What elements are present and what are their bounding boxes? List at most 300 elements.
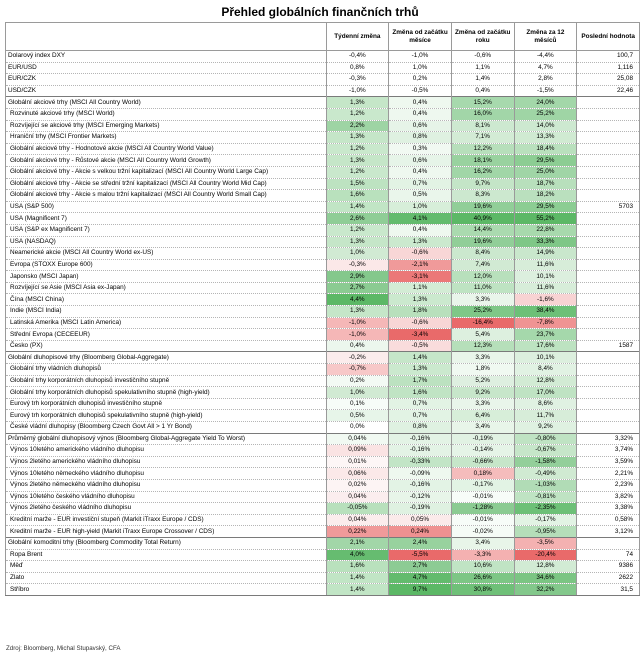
cell-year-to-date: 26,6% (451, 572, 514, 584)
cell-last-value: 9386 (577, 561, 640, 573)
cell-month-to-date: 0,7% (389, 178, 452, 190)
row-label: Čína (MSCI China) (6, 294, 327, 306)
cell-12-month-change: -1,03% (514, 479, 577, 491)
cell-12-month-change: 17,6% (514, 340, 577, 352)
row-label: Globální akciové trhy - Růstové akcie (MSCI All Country World Growth) (6, 155, 327, 167)
header-year-to-date: Změna od začátku roku (451, 23, 514, 51)
cell-weekly-change: 2,9% (326, 271, 389, 283)
table-row (6, 526, 640, 538)
cell-year-to-date: 40,9% (451, 213, 514, 225)
cell-last-value (577, 132, 640, 144)
cell-weekly-change: 2,2% (326, 120, 389, 132)
cell-month-to-date: -0,33% (389, 456, 452, 468)
cell-year-to-date: 19,6% (451, 201, 514, 213)
cell-12-month-change: 14,0% (514, 120, 577, 132)
cell-12-month-change: 23,7% (514, 329, 577, 341)
cell-12-month-change: 17,0% (514, 387, 577, 399)
cell-last-value: 74 (577, 549, 640, 561)
row-label: USA (S&P ex Magnificent 7) (6, 224, 327, 236)
cell-weekly-change: -0,3% (326, 259, 389, 271)
cell-weekly-change: 1,2% (326, 166, 389, 178)
cell-year-to-date: 3,4% (451, 537, 514, 549)
cell-year-to-date: -3,3% (451, 549, 514, 561)
cell-12-month-change: -20,4% (514, 549, 577, 561)
cell-month-to-date: -0,16% (389, 445, 452, 457)
cell-weekly-change: 4,0% (326, 549, 389, 561)
row-label: Indie (MSCI India) (6, 306, 327, 318)
cell-12-month-change: -2,35% (514, 503, 577, 515)
table-row (6, 97, 640, 109)
row-label: USA (Magnificent 7) (6, 213, 327, 225)
table-row (6, 155, 640, 167)
cell-month-to-date: 0,5% (389, 190, 452, 202)
table-row (6, 387, 640, 399)
cell-year-to-date: -0,01% (451, 491, 514, 503)
table-row (6, 259, 640, 271)
table-row (6, 352, 640, 364)
cell-last-value (577, 329, 640, 341)
cell-weekly-change: 1,3% (326, 97, 389, 109)
table-row (6, 445, 640, 457)
cell-weekly-change: 0,06% (326, 468, 389, 480)
cell-month-to-date: 0,4% (389, 166, 452, 178)
table-row (6, 190, 640, 202)
cell-year-to-date: 30,8% (451, 584, 514, 596)
cell-12-month-change: -1,58% (514, 456, 577, 468)
page-title: Přehled globálních finančních trhů (221, 5, 419, 19)
cell-12-month-change: 12,8% (514, 375, 577, 387)
cell-last-value (577, 120, 640, 132)
cell-12-month-change: 24,0% (514, 97, 577, 109)
row-label: Výnos 10letého amerického vládního dluhopisu (6, 445, 327, 457)
cell-weekly-change: 0,0% (326, 422, 389, 434)
cell-year-to-date: 0,4% (451, 85, 514, 97)
cell-year-to-date: -0,17% (451, 479, 514, 491)
table-row (6, 51, 640, 63)
table-row (6, 213, 640, 225)
cell-12-month-change: 2,8% (514, 74, 577, 86)
cell-weekly-change: 1,4% (326, 584, 389, 596)
cell-year-to-date: -16,4% (451, 317, 514, 329)
row-label: Globální akciové trhy - Akcie se střední tržní kapitalizací (MSCI All Country World Mid Cap) (6, 178, 327, 190)
cell-12-month-change: -4,4% (514, 51, 577, 63)
table-row (6, 503, 640, 515)
cell-year-to-date: 1,4% (451, 74, 514, 86)
cell-year-to-date: -0,14% (451, 445, 514, 457)
cell-12-month-change: 55,2% (514, 213, 577, 225)
row-label: Výnos 10letého českého vládního dluhopisu (6, 491, 327, 503)
row-label: České vládní dluhopisy (Bloomberg Czech Govt All > 1 Yr Bond) (6, 422, 327, 434)
cell-last-value: 31,5 (577, 584, 640, 596)
cell-12-month-change: 33,3% (514, 236, 577, 248)
cell-last-value (577, 248, 640, 260)
row-label: Globální komoditní trhy (Bloomberg Commodity Total Return) (6, 537, 327, 549)
cell-12-month-change: 18,4% (514, 143, 577, 155)
cell-year-to-date: 12,2% (451, 143, 514, 155)
row-label: Rozvíjející se Asie (MSCI Asia ex-Japan) (6, 282, 327, 294)
cell-last-value (577, 108, 640, 120)
cell-month-to-date: 0,7% (389, 398, 452, 410)
cell-weekly-change: -0,7% (326, 364, 389, 376)
cell-last-value: 3,12% (577, 526, 640, 538)
cell-last-value: 5703 (577, 201, 640, 213)
cell-last-value (577, 317, 640, 329)
cell-month-to-date: 4,7% (389, 572, 452, 584)
cell-12-month-change: 9,2% (514, 422, 577, 434)
cell-12-month-change: -1,5% (514, 85, 577, 97)
table-row (6, 479, 640, 491)
cell-last-value: 3,82% (577, 491, 640, 503)
cell-12-month-change: 25,2% (514, 108, 577, 120)
cell-year-to-date: -0,19% (451, 433, 514, 445)
row-label: Výnos 10letého německého vládního dluhopisu (6, 468, 327, 480)
cell-year-to-date: 14,4% (451, 224, 514, 236)
row-label: Globální trhy korporátních dluhopisů spekulativního stupně (high-yield) (6, 387, 327, 399)
cell-12-month-change: 10,1% (514, 352, 577, 364)
cell-weekly-change: -1,0% (326, 85, 389, 97)
cell-weekly-change: 0,1% (326, 398, 389, 410)
cell-last-value: 25,08 (577, 74, 640, 86)
cell-last-value (577, 387, 640, 399)
cell-last-value (577, 364, 640, 376)
cell-month-to-date: 0,6% (389, 155, 452, 167)
cell-12-month-change: 34,6% (514, 572, 577, 584)
cell-weekly-change: 0,22% (326, 526, 389, 538)
cell-weekly-change: 1,4% (326, 572, 389, 584)
cell-month-to-date: -0,6% (389, 317, 452, 329)
cell-month-to-date: -1,0% (389, 51, 452, 63)
cell-12-month-change: 8,6% (514, 398, 577, 410)
cell-month-to-date: 1,4% (389, 352, 452, 364)
cell-year-to-date: 3,3% (451, 398, 514, 410)
cell-12-month-change: 18,2% (514, 190, 577, 202)
table-row (6, 398, 640, 410)
row-label: Kreditní marže - EUR investiční stupeň (Markit iTraxx Europe / CDS) (6, 514, 327, 526)
table-row (6, 572, 640, 584)
cell-last-value (577, 236, 640, 248)
cell-12-month-change: 13,3% (514, 132, 577, 144)
cell-month-to-date: 0,8% (389, 132, 452, 144)
table-row (6, 201, 640, 213)
cell-month-to-date: 2,7% (389, 561, 452, 573)
table-row (6, 143, 640, 155)
cell-month-to-date: -0,5% (389, 85, 452, 97)
table-row (6, 561, 640, 573)
table-row (6, 178, 640, 190)
cell-year-to-date: 7,4% (451, 259, 514, 271)
cell-weekly-change: 1,2% (326, 143, 389, 155)
cell-weekly-change: 1,6% (326, 561, 389, 573)
table-header-row (6, 23, 640, 51)
cell-year-to-date: 5,2% (451, 375, 514, 387)
source-note: Zdroj: Bloomberg, Michal Stupavský, CFA (6, 645, 121, 652)
cell-month-to-date: 1,1% (389, 282, 452, 294)
cell-month-to-date: -2,1% (389, 259, 452, 271)
header-last-value: Poslední hodnota (577, 23, 640, 51)
cell-weekly-change: 0,04% (326, 433, 389, 445)
cell-last-value (577, 178, 640, 190)
cell-12-month-change: 25,0% (514, 166, 577, 178)
cell-12-month-change: -0,49% (514, 468, 577, 480)
cell-12-month-change: 10,1% (514, 271, 577, 283)
cell-last-value (577, 166, 640, 178)
cell-year-to-date: 8,4% (451, 248, 514, 260)
row-label: Ropa Brent (6, 549, 327, 561)
cell-month-to-date: 0,4% (389, 97, 452, 109)
cell-last-value: 3,74% (577, 445, 640, 457)
cell-weekly-change: 1,5% (326, 178, 389, 190)
table-row (6, 224, 640, 236)
cell-weekly-change: -1,0% (326, 317, 389, 329)
cell-12-month-change: 11,6% (514, 282, 577, 294)
cell-month-to-date: 0,6% (389, 120, 452, 132)
row-label: Výnos 2letého amerického vládního dluhopisu (6, 456, 327, 468)
cell-last-value (577, 224, 640, 236)
cell-year-to-date: -0,02% (451, 526, 514, 538)
cell-year-to-date: 7,1% (451, 132, 514, 144)
cell-last-value (577, 155, 640, 167)
cell-year-to-date: 3,4% (451, 422, 514, 434)
cell-year-to-date: -0,01% (451, 514, 514, 526)
cell-last-value (577, 271, 640, 283)
cell-month-to-date: -0,5% (389, 340, 452, 352)
cell-year-to-date: 0,18% (451, 468, 514, 480)
row-label: Kreditní marže - EUR high-yield (Markit iTraxx Europe Crossover / CDS) (6, 526, 327, 538)
cell-year-to-date: 5,4% (451, 329, 514, 341)
cell-last-value: 22,46 (577, 85, 640, 97)
row-label: USA (NASDAQ) (6, 236, 327, 248)
cell-last-value (577, 375, 640, 387)
cell-year-to-date: 9,7% (451, 178, 514, 190)
cell-12-month-change: -0,81% (514, 491, 577, 503)
table-row (6, 364, 640, 376)
table-row (6, 74, 640, 86)
cell-year-to-date: 18,1% (451, 155, 514, 167)
cell-last-value (577, 282, 640, 294)
table-row (6, 329, 640, 341)
row-label: Globální trhy vládních dluhopisů (6, 364, 327, 376)
cell-month-to-date: 1,8% (389, 306, 452, 318)
cell-year-to-date: 25,2% (451, 306, 514, 318)
table-row (6, 306, 640, 318)
cell-year-to-date: 10,6% (451, 561, 514, 573)
cell-year-to-date: 19,6% (451, 236, 514, 248)
cell-month-to-date: 0,3% (389, 143, 452, 155)
cell-year-to-date: 9,2% (451, 387, 514, 399)
cell-weekly-change: 1,4% (326, 201, 389, 213)
cell-month-to-date: 0,24% (389, 526, 452, 538)
row-label: Globální dluhopisové trhy (Bloomberg Global-Aggregate) (6, 352, 327, 364)
cell-month-to-date: -0,12% (389, 491, 452, 503)
cell-12-month-change: -7,8% (514, 317, 577, 329)
row-label: Evropa (STOXX Europe 600) (6, 259, 327, 271)
cell-12-month-change: 14,9% (514, 248, 577, 260)
cell-last-value: 2,23% (577, 479, 640, 491)
cell-12-month-change: 22,8% (514, 224, 577, 236)
cell-year-to-date: 15,2% (451, 97, 514, 109)
cell-weekly-change: 0,4% (326, 340, 389, 352)
header-label (6, 23, 327, 51)
cell-weekly-change: 1,0% (326, 387, 389, 399)
table-row (6, 271, 640, 283)
cell-12-month-change: 11,7% (514, 410, 577, 422)
cell-year-to-date: 1,8% (451, 364, 514, 376)
cell-last-value: 3,32% (577, 433, 640, 445)
cell-12-month-change: -0,95% (514, 526, 577, 538)
table-row (6, 294, 640, 306)
cell-year-to-date: 12,0% (451, 271, 514, 283)
cell-last-value (577, 537, 640, 549)
cell-last-value (577, 422, 640, 434)
cell-weekly-change: -0,05% (326, 503, 389, 515)
row-label: EUR/CZK (6, 74, 327, 86)
cell-weekly-change: 0,02% (326, 479, 389, 491)
market-table (5, 22, 640, 596)
cell-year-to-date: 8,3% (451, 190, 514, 202)
cell-12-month-change: -1,6% (514, 294, 577, 306)
row-label: Stříbro (6, 584, 327, 596)
cell-last-value: 2,21% (577, 468, 640, 480)
cell-year-to-date: 3,3% (451, 294, 514, 306)
cell-month-to-date: 1,3% (389, 236, 452, 248)
cell-last-value: 3,38% (577, 503, 640, 515)
row-label: Výnos 2letého českého vládního dluhopisu (6, 503, 327, 515)
cell-weekly-change: 1,3% (326, 132, 389, 144)
cell-last-value: 0,58% (577, 514, 640, 526)
row-label: Neamerické akcie (MSCI All Country World ex-US) (6, 248, 327, 260)
cell-month-to-date: 0,7% (389, 410, 452, 422)
cell-year-to-date: 16,2% (451, 166, 514, 178)
row-label: Globální akciové trhy - Akcie s malou tržní kapitalizací (MSCI All Country World Small Cap) (6, 190, 327, 202)
cell-weekly-change: 0,01% (326, 456, 389, 468)
table-row (6, 375, 640, 387)
row-label: USD/CZK (6, 85, 327, 97)
cell-month-to-date: 1,0% (389, 201, 452, 213)
cell-weekly-change: 0,5% (326, 410, 389, 422)
row-label: Střední Evropa (CECEEUR) (6, 329, 327, 341)
cell-last-value: 100,7 (577, 51, 640, 63)
cell-weekly-change: 0,04% (326, 491, 389, 503)
cell-month-to-date: -0,19% (389, 503, 452, 515)
cell-month-to-date: -0,16% (389, 479, 452, 491)
header-weekly-change: Týdenní změna (326, 23, 389, 51)
cell-last-value: 3,59% (577, 456, 640, 468)
cell-last-value (577, 410, 640, 422)
cell-month-to-date: -3,4% (389, 329, 452, 341)
cell-month-to-date: -0,6% (389, 248, 452, 260)
cell-month-to-date: 0,8% (389, 422, 452, 434)
cell-last-value (577, 398, 640, 410)
cell-year-to-date: 6,4% (451, 410, 514, 422)
cell-weekly-change: 1,3% (326, 236, 389, 248)
row-label: Globální akciové trhy (MSCI All Country World) (6, 97, 327, 109)
header-month-to-date: Změna od začátku měsíce (389, 23, 452, 51)
cell-12-month-change: -3,5% (514, 537, 577, 549)
cell-month-to-date: 1,3% (389, 294, 452, 306)
cell-month-to-date: 1,0% (389, 62, 452, 74)
cell-month-to-date: 9,7% (389, 584, 452, 596)
cell-weekly-change: 1,3% (326, 306, 389, 318)
cell-12-month-change: 38,4% (514, 306, 577, 318)
table-row (6, 108, 640, 120)
cell-last-value (577, 306, 640, 318)
table-row (6, 85, 640, 97)
table-row (6, 317, 640, 329)
cell-12-month-change: -0,17% (514, 514, 577, 526)
cell-month-to-date: 4,1% (389, 213, 452, 225)
cell-year-to-date: 12,3% (451, 340, 514, 352)
table-row (6, 549, 640, 561)
table-row (6, 120, 640, 132)
cell-weekly-change: -0,4% (326, 51, 389, 63)
cell-weekly-change: 2,1% (326, 537, 389, 549)
cell-last-value (577, 143, 640, 155)
cell-weekly-change: 0,09% (326, 445, 389, 457)
row-label: Česko (PX) (6, 340, 327, 352)
cell-year-to-date: -1,28% (451, 503, 514, 515)
cell-weekly-change: 0,04% (326, 514, 389, 526)
cell-month-to-date: 1,6% (389, 387, 452, 399)
cell-month-to-date: 0,4% (389, 224, 452, 236)
cell-year-to-date: 16,0% (451, 108, 514, 120)
cell-month-to-date: -5,5% (389, 549, 452, 561)
cell-year-to-date: 8,1% (451, 120, 514, 132)
table-body (6, 51, 640, 596)
cell-12-month-change: 29,5% (514, 155, 577, 167)
row-label: Japonsko (MSCI Japan) (6, 271, 327, 283)
row-label: Globální akciové trhy - Hodnotové akcie (MSCI All Country World Value) (6, 143, 327, 155)
table-row (6, 491, 640, 503)
cell-month-to-date: 1,7% (389, 375, 452, 387)
cell-month-to-date: -0,16% (389, 433, 452, 445)
table-row (6, 433, 640, 445)
cell-12-month-change: 18,7% (514, 178, 577, 190)
cell-weekly-change: 1,2% (326, 108, 389, 120)
cell-12-month-change: 12,8% (514, 561, 577, 573)
cell-weekly-change: 4,4% (326, 294, 389, 306)
table-row (6, 248, 640, 260)
table-row (6, 537, 640, 549)
table-row (6, 166, 640, 178)
table-row (6, 422, 640, 434)
row-label: Dolarový index DXY (6, 51, 327, 63)
cell-12-month-change: -0,67% (514, 445, 577, 457)
row-label: Měď (6, 561, 327, 573)
table-row (6, 340, 640, 352)
row-label: Rozvinuté akciové trhy (MSCI World) (6, 108, 327, 120)
row-label: Eurový trh korporátních dluhopisů investičního stupně (6, 398, 327, 410)
row-label: EUR/USD (6, 62, 327, 74)
cell-month-to-date: 0,05% (389, 514, 452, 526)
header-12-month-change: Změna za 12 měsíců (514, 23, 577, 51)
table-row (6, 282, 640, 294)
cell-12-month-change: 4,7% (514, 62, 577, 74)
cell-last-value (577, 190, 640, 202)
row-label: Hraniční trhy (MSCI Frontier Markets) (6, 132, 327, 144)
cell-year-to-date: 1,1% (451, 62, 514, 74)
cell-year-to-date: 3,3% (451, 352, 514, 364)
row-label: USA (S&P 500) (6, 201, 327, 213)
table-row (6, 62, 640, 74)
cell-last-value: 1587 (577, 340, 640, 352)
cell-weekly-change: 1,2% (326, 224, 389, 236)
cell-last-value: 2622 (577, 572, 640, 584)
cell-month-to-date: 0,4% (389, 108, 452, 120)
cell-weekly-change: 0,2% (326, 375, 389, 387)
row-label: Výnos 2letého německého vládního dluhopisu (6, 479, 327, 491)
cell-weekly-change: 0,8% (326, 62, 389, 74)
cell-month-to-date: 2,4% (389, 537, 452, 549)
